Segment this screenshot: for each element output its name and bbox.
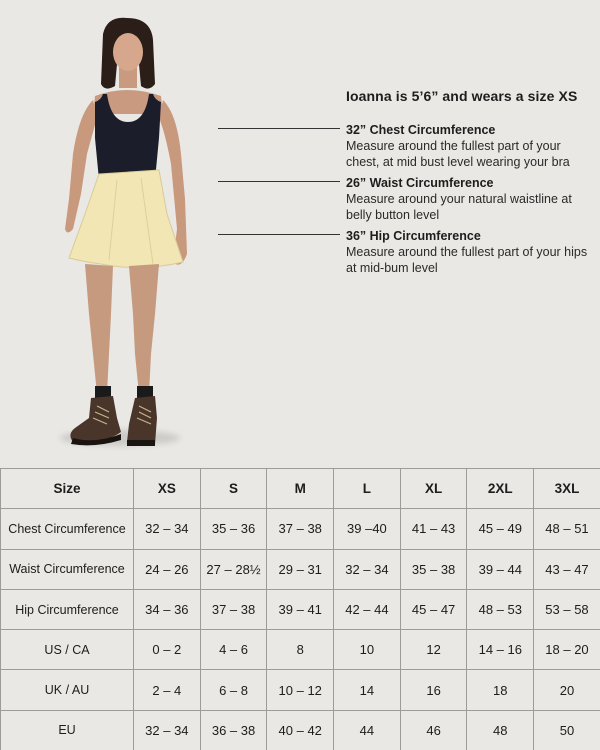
table-cell: 37 – 38: [267, 509, 334, 549]
table-cell: 27 – 28½: [200, 549, 267, 589]
table-row: [1, 630, 600, 670]
table-cell: 44: [334, 710, 401, 750]
table-cell: 29 – 31: [267, 549, 334, 589]
header-cell: S: [200, 469, 267, 509]
table-cell: 14 – 16: [467, 630, 534, 670]
table-row: [1, 509, 600, 549]
table-cell: 32 – 34: [134, 710, 201, 750]
table-row: [1, 710, 600, 750]
hip-measurement: [346, 229, 591, 276]
row-label: EU: [1, 710, 134, 750]
table-cell: 18: [467, 670, 534, 710]
chest-leader-line: [218, 128, 340, 129]
header-cell: L: [334, 469, 401, 509]
hip-desc-1: Measure around the fullest part of your hips: [346, 245, 588, 259]
table-row: [1, 670, 600, 710]
table-cell: 48: [467, 710, 534, 750]
table-row: [1, 549, 600, 589]
table-cell: 6 – 8: [200, 670, 267, 710]
table-cell: 41 – 43: [400, 509, 467, 549]
chest-title: 32” Chest Circumference: [346, 123, 496, 137]
chest-measurement: [346, 123, 591, 170]
header-cell: Size: [1, 469, 134, 509]
row-label: Hip Circumference: [1, 589, 134, 629]
waist-desc-2: belly button level: [346, 208, 440, 222]
table-cell: 40 – 42: [267, 710, 334, 750]
table-cell: 8: [267, 630, 334, 670]
table-cell: 43 – 47: [534, 549, 600, 589]
table-cell: 50: [534, 710, 600, 750]
header-cell: 3XL: [534, 469, 600, 509]
header-cell: XL: [400, 469, 467, 509]
table-cell: 24 – 26: [134, 549, 201, 589]
table-cell: 0 – 2: [134, 630, 201, 670]
table-cell: 20: [534, 670, 600, 710]
table-cell: 10 – 12: [267, 670, 334, 710]
table-cell: 35 – 38: [400, 549, 467, 589]
table-cell: 48 – 53: [467, 589, 534, 629]
table-cell: 14: [334, 670, 401, 710]
model-illustration: [55, 14, 200, 454]
hip-leader-line: [218, 234, 340, 235]
row-label: Chest Circumference: [1, 509, 134, 549]
table-cell: 37 – 38: [200, 589, 267, 629]
table-cell: 32 – 34: [134, 509, 201, 549]
table-cell: 42 – 44: [334, 589, 401, 629]
row-label: Waist Circumference: [1, 549, 134, 589]
table-cell: 4 – 6: [200, 630, 267, 670]
table-cell: 45 – 47: [400, 589, 467, 629]
waist-leader-line: [218, 181, 340, 182]
row-label: UK / AU: [1, 670, 134, 710]
table-header-row: [1, 469, 600, 509]
chest-desc-1: Measure around the fullest part of your: [346, 139, 561, 153]
hip-title: 36” Hip Circumference: [346, 229, 481, 243]
chest-desc-2: chest, at mid bust level wearing your bra: [346, 155, 570, 169]
table-cell: 16: [400, 670, 467, 710]
header-cell: M: [267, 469, 334, 509]
table-row: [1, 589, 600, 629]
table-cell: 39 – 44: [467, 549, 534, 589]
model-intro: Ioanna is 5’6” and wears a size XS: [346, 88, 578, 104]
header-cell: XS: [134, 469, 201, 509]
table-cell: 2 – 4: [134, 670, 201, 710]
table-cell: 53 – 58: [534, 589, 600, 629]
table-cell: 18 – 20: [534, 630, 600, 670]
table-cell: 12: [400, 630, 467, 670]
table-cell: 48 – 51: [534, 509, 600, 549]
waist-measurement: [346, 176, 591, 223]
table-cell: 34 – 36: [134, 589, 201, 629]
waist-title: 26” Waist Circumference: [346, 176, 494, 190]
header-cell: 2XL: [467, 469, 534, 509]
row-label: US / CA: [1, 630, 134, 670]
table-cell: 46: [400, 710, 467, 750]
table-cell: 36 – 38: [200, 710, 267, 750]
table-cell: 39 –40: [334, 509, 401, 549]
size-chart-table: [0, 468, 600, 750]
table-cell: 45 – 49: [467, 509, 534, 549]
hip-desc-2: at mid-bum level: [346, 261, 438, 275]
table-cell: 35 – 36: [200, 509, 267, 549]
table-cell: 32 – 34: [334, 549, 401, 589]
table-cell: 10: [334, 630, 401, 670]
table-cell: 39 – 41: [267, 589, 334, 629]
waist-desc-1: Measure around your natural waistline at: [346, 192, 572, 206]
